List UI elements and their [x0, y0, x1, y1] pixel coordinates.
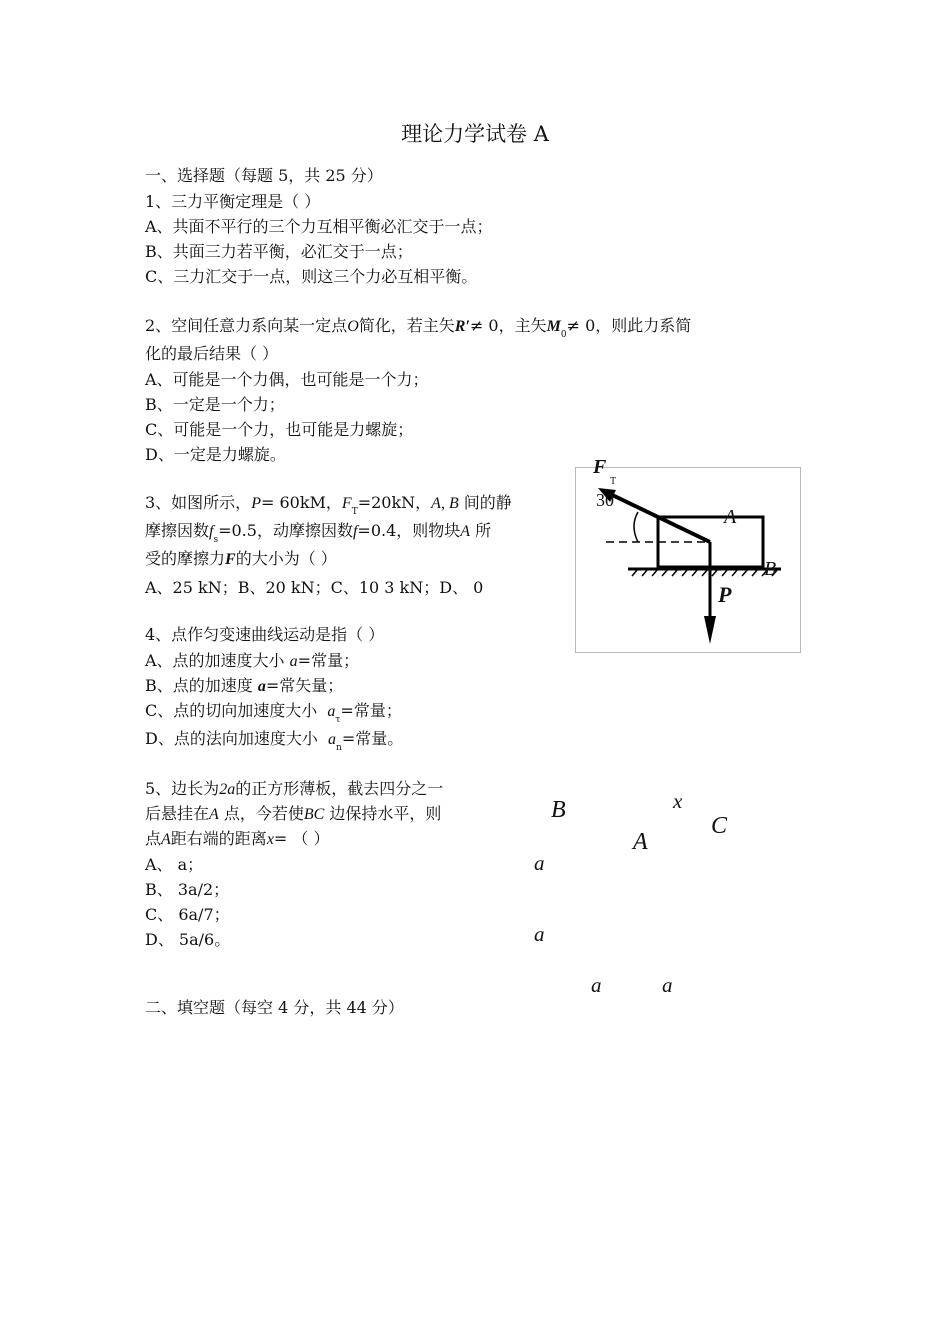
fig-label-a: A [724, 506, 737, 528]
q5-fig-label-x: x [673, 789, 683, 813]
q2-option-d: D、一定是力螺旋。 [145, 445, 286, 464]
q5-fig-label-a1: a [534, 851, 545, 875]
q2-text-d: ≠ 0，则此力系简 [566, 316, 692, 335]
q4-a-post: =常量； [297, 651, 360, 670]
q5-fig-label-b: B [551, 797, 566, 823]
q5-fig-label-a2: a [534, 922, 545, 946]
q4-option-d [145, 729, 403, 758]
q3-text-h: 所 [470, 521, 492, 540]
q2-text-a: 2、空间任意力系向某一定点 [145, 316, 348, 335]
q4-d-sub: n [336, 743, 342, 753]
fig-label-angle: 30 [596, 490, 614, 510]
q5-option-a: A、 a； [145, 855, 204, 874]
q3-var-ab: A, B [431, 495, 459, 512]
fig-label-p: P [718, 582, 732, 607]
q4-c-post: =常量； [340, 701, 402, 720]
q4-a-var: a [289, 653, 298, 670]
q3-var-a: A [460, 523, 471, 540]
q5-var-2a: 2a [219, 781, 236, 798]
q5-stem-line3 [145, 829, 330, 850]
q4-d-var: a [328, 731, 337, 748]
q5-text-f: 点 [145, 829, 162, 848]
q2-point-o: O [347, 318, 359, 335]
q2-stem-line2: 化的最后结果（ ） [145, 344, 279, 363]
q5-text-g: 距右端的距离 [170, 829, 267, 848]
angle-arc [634, 512, 638, 542]
q4-b-pre: B、点的加速度 [145, 676, 253, 695]
q2-main-vector: R′ [454, 318, 470, 335]
q3-text-c: =20kN， [357, 493, 432, 512]
q3-text-a: 3、如图所示， [145, 493, 252, 512]
q3-var-friction: F [225, 551, 236, 568]
q2-moment-sub: 0 [560, 330, 567, 340]
q5-text-c: 后悬挂在 [145, 804, 210, 823]
q3-f-sub: T [351, 507, 358, 517]
q5-var-a2: A [161, 831, 171, 848]
q5-stem-line2 [145, 804, 441, 825]
q5-var-x: x [266, 831, 274, 848]
q4-a-pre: A、点的加速度大小 [145, 651, 285, 670]
q2-text-c: ≠ 0，主矢 [469, 316, 547, 335]
q5-fig-label-a3: a [591, 973, 602, 997]
q5-fig-label-c: C [711, 813, 728, 839]
q3-text-f: =0.5，动摩擦因数 [218, 521, 353, 540]
q3-text-e: 摩擦因数 [145, 521, 210, 540]
q2-option-b: B、一定是一个力； [145, 395, 285, 414]
q3-options: A、25 kN；B、20 kN；C、10 3 kN；D、 0 [145, 578, 484, 597]
q3-stem-line3 [145, 549, 337, 570]
q4-d-post: =常量。 [341, 729, 404, 748]
q4-d-pre: D、点的法向加速度大小 [145, 729, 318, 748]
q3-var-fs: f [209, 523, 214, 540]
q2-option-c: C、可能是一个力，也可能是力螺旋； [145, 420, 414, 439]
q5-text-b: 的正方形薄板，截去四分之一 [235, 779, 444, 798]
q5-var-bc: BC [303, 806, 325, 823]
q5-option-b: B、 3a/2； [145, 880, 230, 899]
fig-label-f: F [593, 456, 607, 478]
q3-var-fd: f [352, 523, 358, 540]
q3-stem-line1 [145, 493, 512, 522]
q3-text-b: = 60kM， [260, 493, 342, 512]
q3-text-i: 受的摩擦力 [145, 549, 226, 568]
q3-text-g: =0.4，则物块 [357, 521, 461, 540]
q2-text-b: 简化，若主矢 [358, 316, 455, 335]
fig-label-b: B [764, 558, 777, 580]
q2-stem-line1 [145, 316, 691, 345]
q4-option-c [145, 701, 402, 730]
q5-text-h: = （ ） [273, 829, 330, 848]
q4-option-a [145, 651, 359, 672]
q4-option-b [145, 676, 343, 697]
q5-var-a: A [209, 806, 219, 823]
q2-main-moment: M [546, 318, 561, 335]
fig-label-f-sub: T [610, 476, 617, 487]
q4-c-sub: τ [335, 715, 341, 725]
q3-text-j: 的大小为（ ） [235, 549, 337, 568]
q5-fig-label-a: A [633, 829, 648, 855]
weight-p-arrowhead [704, 616, 716, 644]
q1-option-a: A、共面不平行的三个力互相平衡必汇交于一点； [145, 217, 493, 236]
page-title: 理论力学试卷 A [401, 122, 549, 146]
q5-text-d: 点，今若使 [218, 804, 304, 823]
q3-fs-sub: s [213, 535, 219, 545]
q5-text-e: 边保持水平，则 [324, 804, 442, 823]
section2-heading: 二、填空题（每空 4 分，共 44 分） [145, 998, 404, 1017]
q4-b-post: =常矢量； [265, 676, 344, 695]
q3-text-d: 间的静 [458, 493, 512, 512]
q3-var-p: P [251, 495, 261, 512]
section1-heading: 一、选择题（每题 5，共 25 分） [145, 166, 383, 185]
q3-stem-line2 [145, 521, 491, 550]
q4-c-var: a [327, 703, 336, 720]
q5-stem-line1 [145, 779, 443, 800]
q4-b-var: a [257, 678, 266, 695]
q4-stem: 4、点作匀变速曲线运动是指（ ） [145, 625, 385, 644]
q1-option-c: C、三力汇交于一点，则这三个力必互相平衡。 [145, 267, 478, 286]
q2-option-a: A、可能是一个力偶，也可能是一个力； [145, 370, 429, 389]
q3-figure [575, 456, 801, 653]
q4-c-pre: C、点的切向加速度大小 [145, 701, 318, 720]
q5-text-a: 5、边长为 [145, 779, 220, 798]
q1-option-b: B、共面三力若平衡，必汇交于一点； [145, 242, 413, 261]
q5-option-c: C、 6a/7； [145, 905, 230, 924]
q5-option-d: D、 5a/6。 [145, 930, 231, 949]
q3-var-f: F [341, 495, 352, 512]
q5-fig-label-a4: a [662, 973, 673, 997]
q1-stem: 1、三力平衡定理是（ ） [145, 192, 321, 211]
